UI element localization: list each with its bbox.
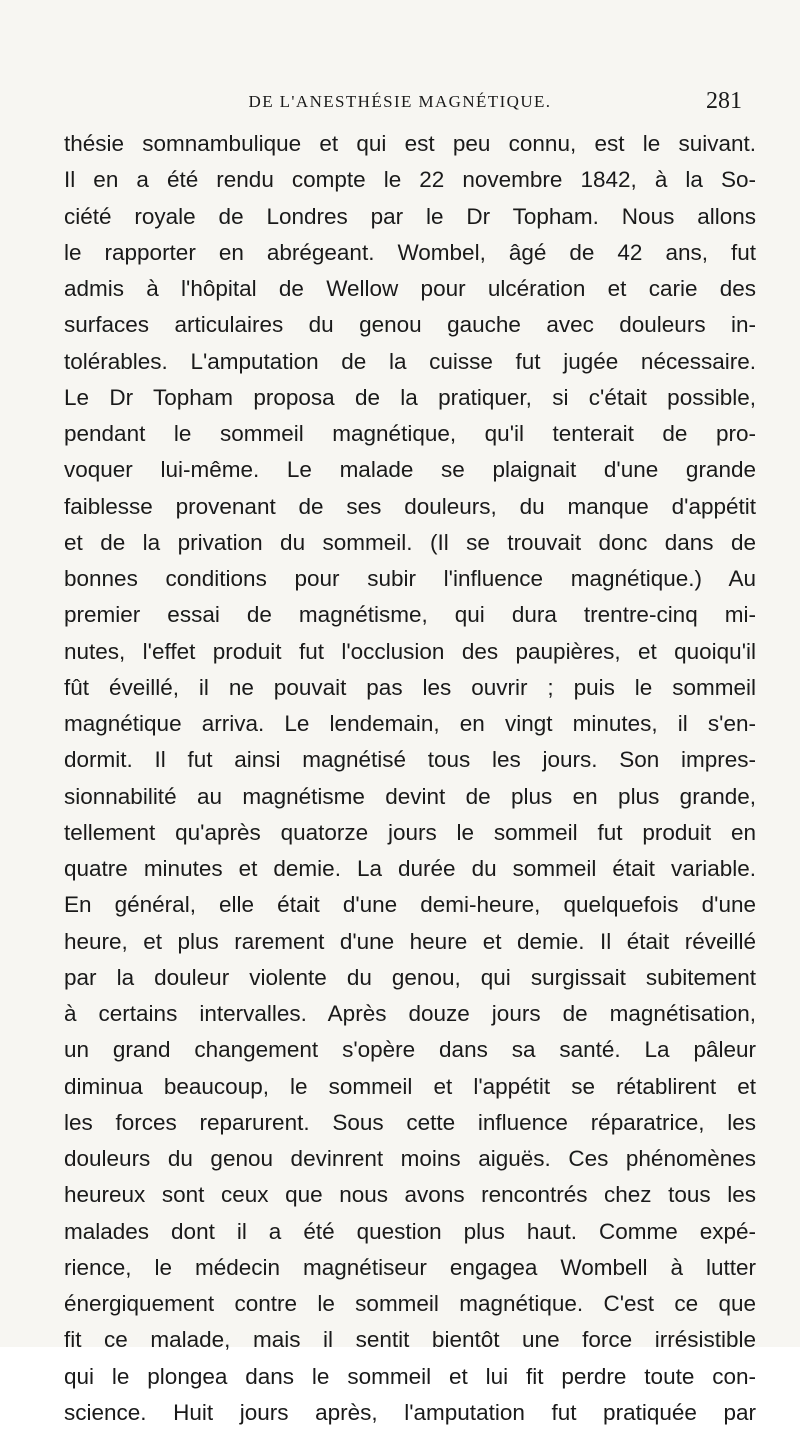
text-line: énergiquement contre le sommeil magnétique. C'est ce que xyxy=(64,1291,756,1316)
text-line: voquer lui-même. Le malade se plaignait d'une grande xyxy=(64,457,756,483)
chapter-title: DE L'ANESTHÉSIE MAGNÉTIQUE. xyxy=(248,92,552,111)
text-line: En général, elle était d'une demi-heure, quelquefois d'une xyxy=(64,892,756,918)
text-line: tellement qu'après quatorze jours le sommeil fut produit en xyxy=(64,819,756,845)
text-line: malades dont il a été question plus haut. Comme expé- xyxy=(64,1218,756,1244)
text-line: ciété royale de Londres par le Dr Topham. Nous allons xyxy=(64,203,756,229)
text-line: admis à l'hôpital de Wellow pour ulcération et carie des xyxy=(64,276,756,301)
text-line: heureux sont ceux que nous avons rencontrés chez tous les xyxy=(64,1182,756,1208)
text-line: faiblesse provenant de ses douleurs, du manque d'appétit xyxy=(64,493,756,519)
text-line: le rapporter en abrégeant. Wombel, âgé de 42 ans, fut xyxy=(64,239,756,265)
text-line: science. Huit jours après, l'amputation fut pratiquée par xyxy=(64,1399,756,1425)
text-line: sionnabilité au magnétisme devint de plus en plus grande, xyxy=(64,783,756,809)
text-line: dormit. Il fut ainsi magnétisé tous les jours. Son impres- xyxy=(64,747,756,773)
text-line: les forces reparurent. Sous cette influence réparatrice, les xyxy=(64,1109,756,1135)
text-line: premier essai de magnétisme, qui dura trentre-cinq mi- xyxy=(64,602,756,628)
text-line: thésie somnambulique et qui est peu connu, est le suivant. xyxy=(64,131,756,156)
text-line: pendant le sommeil magnétique, qu'il tenterait de pro- xyxy=(64,421,756,446)
text-line: magnétique arriva. Le lendemain, en vingt minutes, il s'en- xyxy=(64,711,756,736)
text-line: fût éveillé, il ne pouvait pas les ouvrir ; puis le sommeil xyxy=(64,674,756,700)
text-line: surfaces articulaires du genou gauche avec douleurs in- xyxy=(64,312,756,338)
text-line: fit ce malade, mais il sentit bientôt une force irrésistible xyxy=(64,1327,756,1353)
body-text xyxy=(64,126,756,1431)
text-line: Il en a été rendu compte le 22 novembre 1842, à la So- xyxy=(64,167,756,193)
text-line: nutes, l'effet produit fut l'occlusion des paupières, et quoiqu'il xyxy=(64,638,756,664)
text-line: tolérables. L'amputation de la cuisse fut jugée nécessaire. xyxy=(64,348,756,374)
text-line: à certains intervalles. Après douze jours de magnétisation, xyxy=(64,1001,756,1026)
text-line: heure, et plus rarement d'une heure et demie. Il était réveillé xyxy=(64,928,756,954)
page-number: 281 xyxy=(706,88,742,114)
text-line: douleurs du genou devinrent moins aiguës. Ces phénomènes xyxy=(64,1146,756,1171)
text-line: et de la privation du sommeil. (Il se trouvait donc dans de xyxy=(64,529,756,555)
text-line: quatre minutes et demie. La durée du sommeil était variable. xyxy=(64,856,756,881)
text-line: bonnes conditions pour subir l'influence magnétique.) Au xyxy=(64,566,756,591)
text-line: diminua beaucoup, le sommeil et l'appétit se rétablirent et xyxy=(64,1073,756,1099)
text-line: Le Dr Topham proposa de la pratiquer, si c'était possible, xyxy=(64,384,756,410)
running-head xyxy=(0,88,800,118)
text-line: un grand changement s'opère dans sa santé. La pâleur xyxy=(64,1037,756,1063)
text-line: qui le plongea dans le sommeil et lui fit perdre toute con- xyxy=(64,1363,756,1389)
text-line: rience, le médecin magnétiseur engagea Wombell à lutter xyxy=(64,1254,756,1280)
text-line: par la douleur violente du genou, qui surgissait subitement xyxy=(64,964,756,990)
